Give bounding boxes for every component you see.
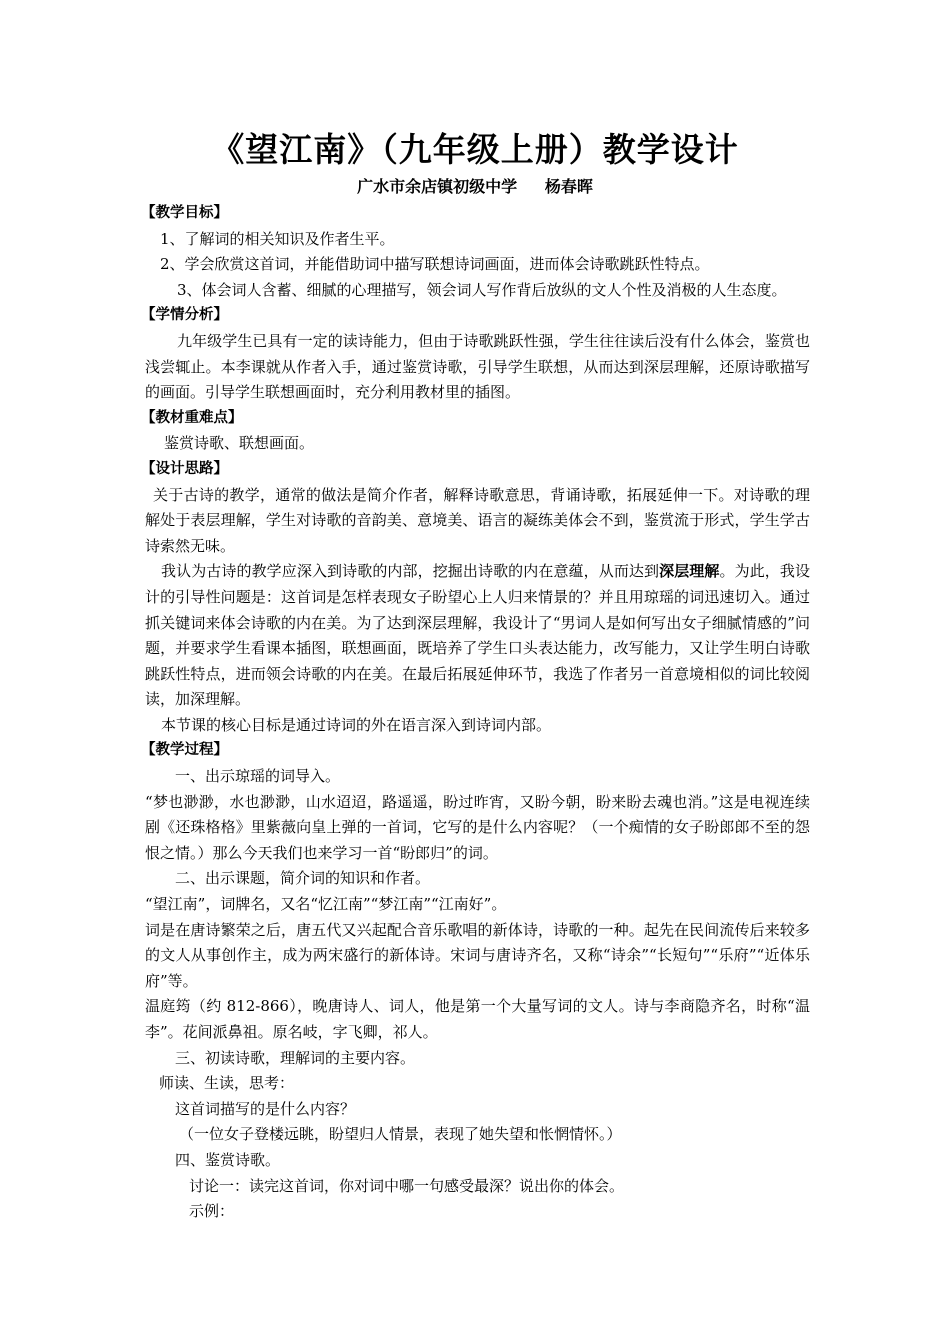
section-heading-objectives: 【教学目标】 (141, 205, 228, 221)
process-step-4-example: 示例： (189, 1202, 235, 1221)
process-step-3-question: 这首词描写的是什么内容？ (175, 1099, 356, 1118)
section-heading-design: 【设计思路】 (141, 460, 228, 477)
objective-item-3: 3、体会词人含蓄、细腻的心理描写，领会词人写作背后放纵的文人个性及消极的人生态度。 (177, 280, 787, 299)
design-paragraph-2 (145, 559, 810, 713)
design-emphasis-deep-understanding: 深层理解 (659, 562, 720, 581)
process-step-3-line-1: 师读、生读，思考： (159, 1074, 295, 1093)
process-step-2-line-3: 温庭筠（约 812-866），晚唐诗人、词人，他是第一个大量写词的文人。诗与李商隐齐名，时称“温李”。花间派鼻祖。原名岐，字飞卿，祁人。 (145, 997, 810, 1041)
key-points-text: 鉴赏诗歌、联想画面。 (164, 434, 315, 453)
document-title: 《望江南》（九年级上册）教学设计 (211, 130, 739, 169)
design-paragraph-3: 本节课的核心目标是通过诗词的外在语言深入到诗词内部。 (161, 715, 552, 734)
document-body (141, 201, 810, 1225)
analysis-paragraph: 九年级学生已具有一定的读诗能力，但由于诗歌跳跃性强，学生往往读后没有什么体会，鉴赏也浅尝辄止。本李课就从作者入手，通过鉴赏诗歌，引导学生联想，从而达到深层理解，还原诗歌描写的画面。引导学生联想画面时，充分利用教材里的插图。 (145, 331, 810, 402)
section-heading-process: 【教学过程】 (141, 742, 228, 759)
process-step-4-title: 四、鉴赏诗歌。 (175, 1150, 281, 1169)
process-step-2-line-2: 词是在唐诗繁荣之后，唐五代又兴起配合音乐歌唱的新体诗，诗歌的一种。起先在民间流传后来较多的文人从事创作主，成为两宋盛行的新体诗。宋词与唐诗齐名，又称“诗余”“长短句”“乐府”“近体乐府”等。 (145, 920, 810, 990)
process-step-1-title: 一、出示琼瑶的词导入。 (175, 767, 341, 786)
design-paragraph-2-start: 我认为古诗的教学应深入到诗歌的内部，挖掘出诗歌的内在意蕴，从而达到 (161, 562, 660, 581)
process-step-2-title: 二、出示课题，简介词的知识和作者。 (175, 869, 431, 888)
section-heading-key-points: 【教材重难点】 (141, 409, 243, 426)
process-step-2-line-1: “望江南”，词牌名，又名“忆江南”“梦江南”“江南好”。 (145, 895, 507, 914)
process-step-3-answer: （一位女子登楼远眺，盼望归人情景，表现了她失望和怅惘情怀。） (179, 1125, 622, 1144)
process-step-3-title: 三、初读诗歌，理解词的主要内容。 (175, 1048, 416, 1067)
design-paragraph-2-rest: 。为此，我设计的引导性问题是：这首词是怎样表现女子盼望心上人归来情景的？并且用琼瑶的词迅速切入。通过抓关键词来体会诗歌的内在美。为了达到深层理解，我设计了“男词人是如何写出女子细腻情感的”问题，并要求学生看课本插图，联想画面，既培养了学生口头表达能力，改写能力，又让学生明白诗歌跳跃性特点，进而领会诗歌的内在美。在最后拓展延伸环节，我选了作者另一首意境相似的词比较阅读，加深理解。 (145, 562, 810, 709)
section-heading-analysis: 【学情分析】 (141, 307, 228, 324)
process-step-4-discussion: 讨论一：读完这首词，你对词中哪一句感受最深？说出你的体会。 (189, 1176, 625, 1195)
process-step-1-text: “梦也渺渺，水也渺渺，山水迢迢，路遥遥，盼过昨宵，又盼今朝，盼来盼去魂也消。”这是电视连续剧《还珠格格》里紫薇向皇上弹的一首词，它写的是什么内容呢？（一个痴情的女子盼郎郎不至的怨恨之情。）那么今天我们也来学习一首“盼郎归”的词。 (145, 792, 810, 862)
design-paragraph-1: 关于古诗的教学，通常的做法是简介作者，解释诗歌意思，背诵诗歌，拓展延伸一下。对诗歌的理解处于表层理解，学生对诗歌的音韵美、意境美、语言的凝练美体会不到，鉴赏流于形式，学生学古诗索然无味。 (145, 485, 810, 555)
author-line: 广水市余店镇初级中学 杨春晖 (357, 177, 593, 196)
objective-item-2: 2、学会欣赏这首词，并能借助词中描写联想诗词画面，进而体会诗歌跳跃性特点。 (160, 255, 710, 274)
objective-item-1: 1、了解词的相关知识及作者生平。 (160, 229, 395, 248)
